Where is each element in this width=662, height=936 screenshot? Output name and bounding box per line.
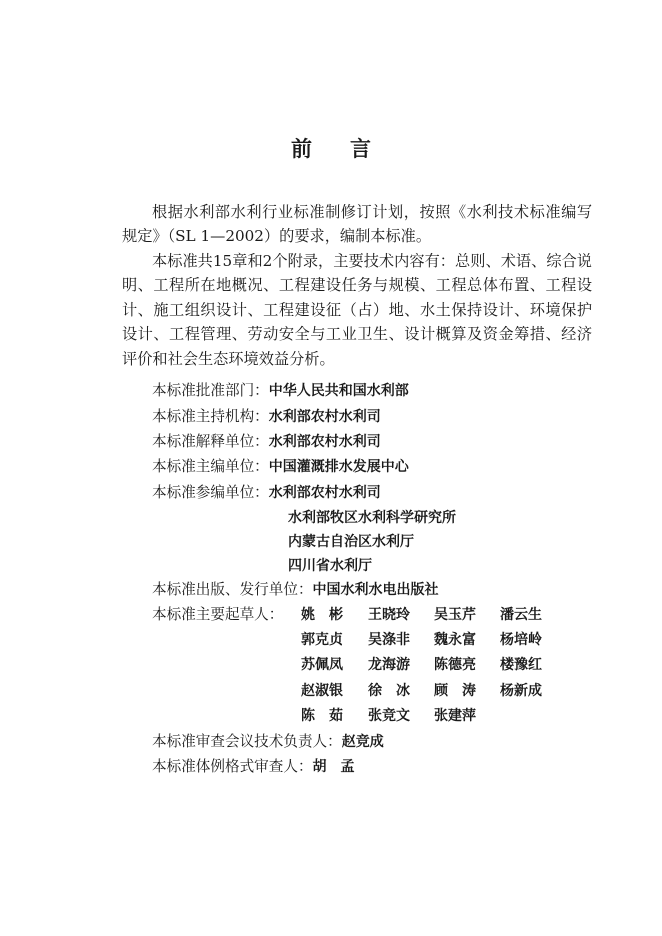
participate-row-2 xyxy=(288,508,456,528)
drafters-row xyxy=(152,605,283,625)
participate-value-3: 内蒙古自治区水利厅 xyxy=(288,534,414,550)
format-value: 胡 孟 xyxy=(312,759,355,775)
drafter-name: 王晓玲 xyxy=(368,607,410,623)
drafter-name: 吴涤非 xyxy=(368,632,410,648)
review-value: 赵竞成 xyxy=(341,734,384,750)
drafter-name: 潘云生 xyxy=(500,607,542,623)
drafter-name: 苏佩凤 xyxy=(301,657,343,673)
interpret-row xyxy=(152,432,381,452)
approval-row xyxy=(152,381,409,401)
drafter-name: 杨新成 xyxy=(500,683,542,699)
participate-row xyxy=(152,483,381,503)
drafter-name: 吴玉芹 xyxy=(434,607,476,623)
page-title xyxy=(0,133,662,163)
publisher-value: 中国水利水电出版社 xyxy=(312,582,439,598)
title-char-1: 前 xyxy=(291,137,312,161)
chief-editor-value: 中国灌溉排水发展中心 xyxy=(268,459,409,475)
drafter-name: 杨培岭 xyxy=(500,632,542,648)
content-paragraph: 本标准共15章和2个附录，主要技术内容有：总则、术语、综合说明、工程所在地概况、工程建设任务与规模、工程总体布置、工程设计、施工组织设计、工程建设征（占）地、水土保持设计、环境保护设计、工程管理、劳动安全与工业卫生、设计概算及资金筹措、经济评价和社会生态环境效益分析。 xyxy=(122,252,592,368)
participate-label: 本标准参编单位： xyxy=(152,484,269,501)
participate-value-2: 水利部牧区水利科学研究所 xyxy=(288,510,456,526)
participate-row-4 xyxy=(288,556,372,576)
drafter-name: 顾 涛 xyxy=(434,683,476,699)
review-label: 本标准审查会议技术负责人： xyxy=(152,733,342,750)
drafter-name: 楼豫红 xyxy=(500,657,542,673)
review-row xyxy=(152,732,384,752)
drafter-name: 张建萍 xyxy=(434,708,476,724)
drafter-name: 龙海游 xyxy=(368,657,410,673)
drafters-label: 本标准主要起草人： xyxy=(152,606,284,623)
drafter-name: 赵淑银 xyxy=(301,683,343,699)
approval-label: 本标准批准部门： xyxy=(152,382,269,399)
publisher-label: 本标准出版、发行单位： xyxy=(152,581,313,598)
title-char-2: 言 xyxy=(350,137,371,161)
approval-value: 中华人民共和国水利部 xyxy=(268,383,409,399)
host-row xyxy=(152,407,381,427)
chief-editor-label: 本标准主编单位： xyxy=(152,458,269,475)
intro-paragraph: 根据水利部水利行业标准制修订计划，按照《水利技术标准编写规定》（SL 1—2002）的要求，编制本标准。 xyxy=(122,203,592,246)
drafter-name: 郭克贞 xyxy=(301,632,343,648)
participate-row-3 xyxy=(288,532,414,552)
participate-value-1: 水利部农村水利司 xyxy=(268,485,381,501)
chief-editor-row xyxy=(152,457,409,477)
drafter-name: 姚 彬 xyxy=(301,607,343,623)
drafter-name: 陈 茹 xyxy=(301,708,343,724)
interpret-value: 水利部农村水利司 xyxy=(268,434,381,450)
drafter-name: 徐 冰 xyxy=(368,683,410,699)
drafter-name: 魏永富 xyxy=(434,632,476,648)
format-row xyxy=(152,757,355,777)
drafter-name: 张竞文 xyxy=(368,708,410,724)
format-label: 本标准体例格式审查人： xyxy=(152,758,313,775)
participate-value-4: 四川省水利厅 xyxy=(288,558,372,574)
drafter-name: 陈德亮 xyxy=(434,657,476,673)
host-label: 本标准主持机构： xyxy=(152,408,269,425)
interpret-label: 本标准解释单位： xyxy=(152,433,269,450)
publisher-row xyxy=(152,580,439,600)
host-value: 水利部农村水利司 xyxy=(268,409,381,425)
